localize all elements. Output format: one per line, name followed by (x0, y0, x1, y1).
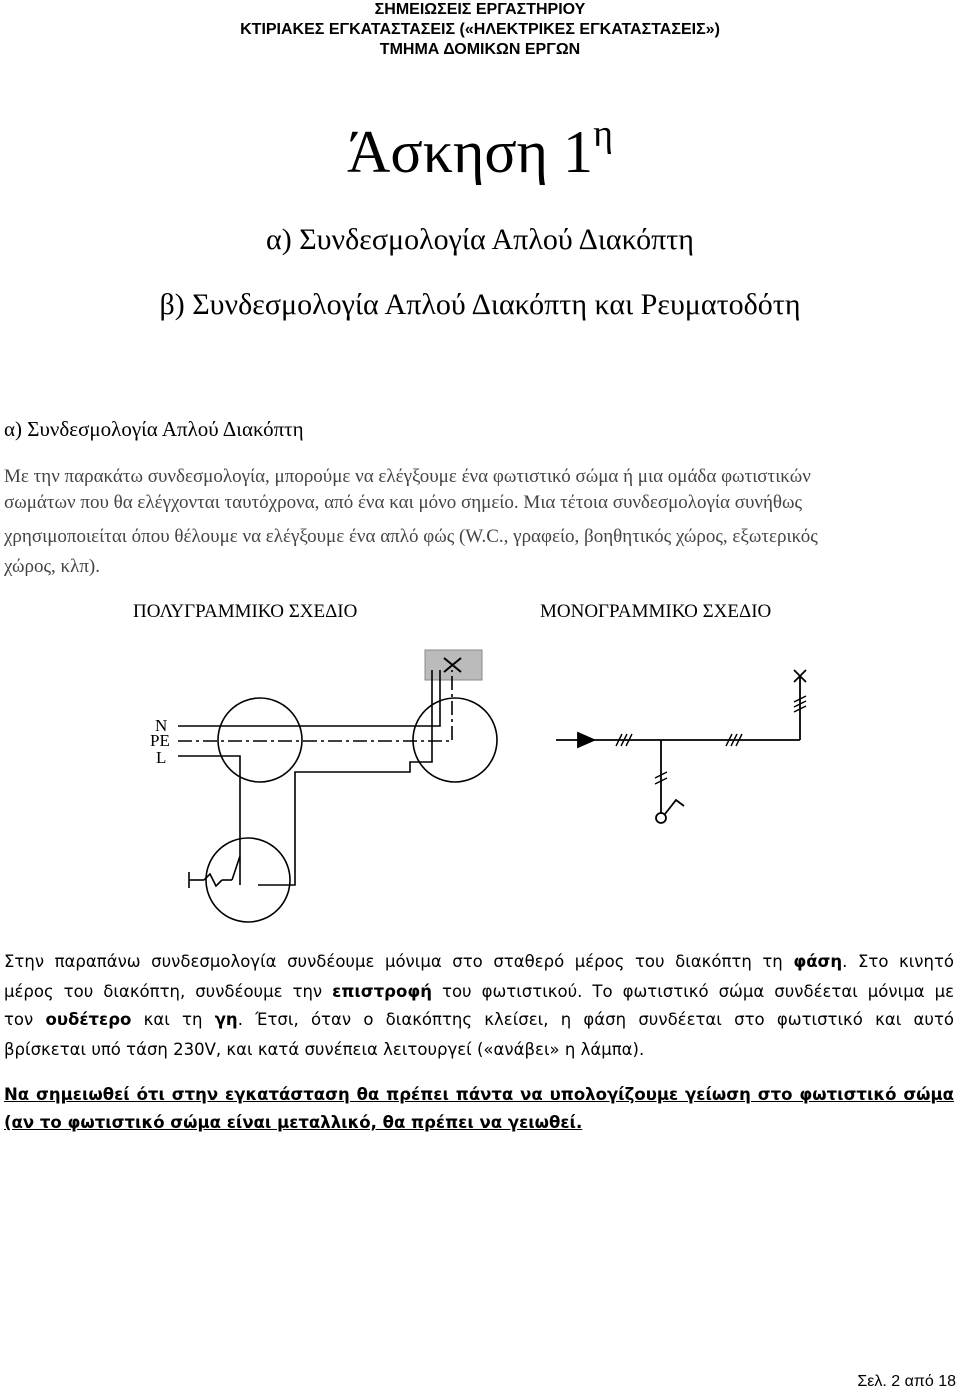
monogrammiko-label: ΜΟΝΟΓΡΑΜΜΙΚΟ ΣΧΕΔΙΟ (540, 601, 772, 622)
term-return: επιστροφή (332, 982, 432, 1001)
subtitle-b: β) Συνδεσμολογία Απλού Διακόπτη και Ρευματοδότη (159, 288, 801, 321)
intro-line-2: σωμάτων που θα ελέγχονται ταυτόχρονα, από ένα και μόνο σημείο. Μια τέτοια συνδεσμολογία συνήθως (4, 492, 803, 513)
term-neutral: ουδέτερο (45, 1010, 132, 1029)
note-line-1: Να σημειωθεί ότι στην εγκατάσταση θα πρέπει πάντα να υπολογίζουμε γείωση στο φωτιστικό σώμα (4, 1085, 954, 1104)
section-heading: α) Συνδεσμολογία Απλού Διακόπτη (4, 417, 304, 441)
mono-switch-circle (656, 813, 666, 823)
explanation-text: του φωτιστικού. Το φωτιστικό σώμα συνδέεται μόνιμα με (432, 982, 955, 1001)
explanation-text: και τη (131, 1010, 215, 1029)
page-number: Σελ. 2 από 18 (857, 1373, 956, 1390)
explanation-text: . Έτσι, όταν ο διακόπτης κλείσει, η φάση συνδέεται στο φωτιστικό και αυτό (237, 1010, 955, 1029)
explanation-line-1 (4, 950, 954, 974)
header-line-3: ΤΜΗΜΑ ΔΟΜΙΚΩΝ ΕΡΓΩΝ (379, 41, 581, 58)
monogrammiko-diagram (556, 670, 806, 823)
explanation-line-3 (4, 1008, 954, 1032)
junction-box-2 (413, 698, 497, 782)
switch-contact-moving (232, 856, 240, 880)
header-line-2: ΚΤΙΡΙΑΚΕΣ ΕΓΚΑΤΑΣΤΑΣΕΙΣ («ΗΛΕΚΤΡΙΚΕΣ ΕΓΚΑΤΑΣΤΑΣΕΙΣ») (240, 21, 720, 38)
explanation-text: τον (4, 1010, 46, 1029)
wiring-diagram (0, 640, 960, 940)
wire-label-n: N (155, 716, 168, 735)
polygrammiko-label: ΠΟΛΥΓΡΑΜΜΙΚΟ ΣΧΕΔΙΟ (133, 601, 358, 622)
intro-line-1: Με την παρακάτω συνδεσμολογία, μπορούμε να ελέγξουμε ένα φωτιστικό σώμα ή μια ομάδα φωτιστικών (4, 466, 811, 487)
explanation-text: Στην παραπάνω συνδεσμολογία συνδέουμε μόνιμα στο σταθερό μέρος του διακόπτη τη (4, 952, 794, 971)
neutral-wire (178, 670, 440, 726)
exercise-title-sup: η (593, 113, 613, 155)
exercise-title-text: Άσκηση 1 (347, 119, 594, 185)
switch-box (206, 838, 290, 922)
exercise-title (0, 112, 960, 192)
intro-line-3: χρησιμοποιείται όπου θέλουμε να ελέγξουμε ένα απλό φώς (W.C., γραφείο, βοηθητικός χώρος, εξωτερικός (4, 526, 818, 547)
term-earth: γη (214, 1010, 238, 1029)
explanation-line-4: βρίσκεται υπό τάση 230V, και κατά συνέπεια λειτουργεί («ανάβει» η λάμπα). (4, 1040, 645, 1059)
note-line-2: (αν το φωτιστικό σώμα είναι μεταλλικό, θα πρέπει να γειωθεί. (4, 1113, 583, 1132)
mono-switch-lever (665, 800, 684, 814)
explanation-text: . Στο κινητό (842, 952, 954, 971)
main-line-ticks-right (726, 734, 742, 746)
junction-box-1 (218, 698, 302, 782)
subtitle-a: α) Συνδεσμολογία Απλού Διακόπτη (266, 223, 694, 256)
header-line-1: ΣΗΜΕΙΩΣΕΙΣ ΕΡΓΑΣΤΗΡΙΟΥ (374, 1, 586, 18)
wire-label-pe: PE (150, 731, 170, 750)
explanation-text: μέρος του διακόπτη, συνδέουμε την (4, 982, 333, 1001)
main-line-ticks-left (616, 734, 632, 746)
lamp-drop-ticks (794, 696, 806, 712)
intro-line-4: χώρος, κλπ). (4, 556, 100, 577)
wire-label-l: L (156, 748, 167, 767)
term-phase: φάση (793, 952, 843, 971)
return-wire (258, 670, 432, 885)
polygrammiko-diagram (150, 650, 497, 922)
explanation-line-2 (4, 980, 954, 1004)
